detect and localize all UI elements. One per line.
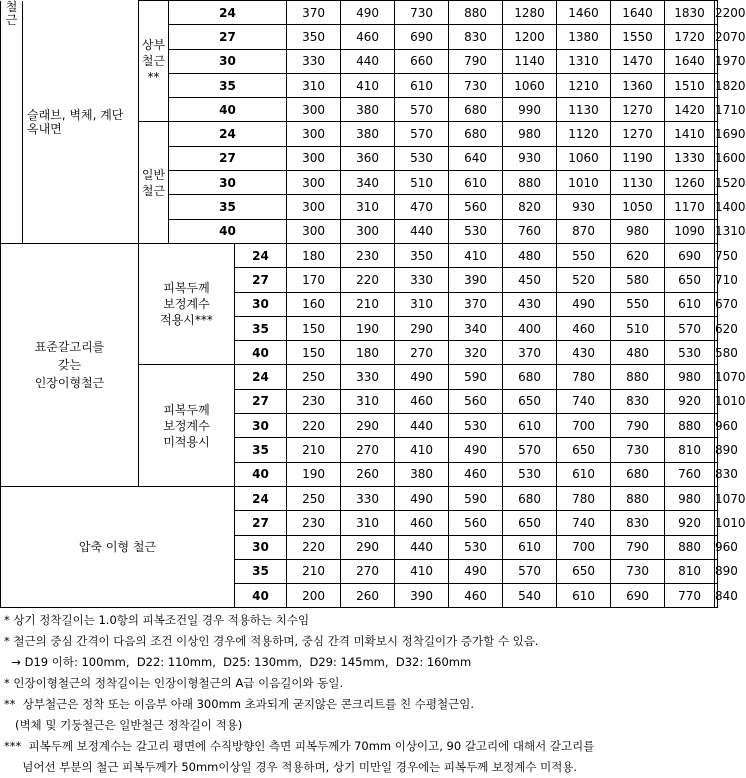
length-value: 310: [395, 292, 449, 316]
length-value: 1510: [665, 73, 715, 97]
length-value: 300: [287, 219, 341, 243]
length-value: 360: [341, 146, 395, 170]
length-value: 460: [449, 584, 503, 608]
length-value: 930: [503, 146, 557, 170]
concrete-grade: 27: [235, 511, 287, 535]
length-value: 400: [503, 316, 557, 340]
length-value: 1820: [715, 73, 718, 97]
subgroup-label: 일반 철근: [139, 122, 169, 243]
length-value: 890: [715, 559, 718, 583]
length-value: 610: [557, 584, 611, 608]
length-value: 340: [341, 171, 395, 195]
length-value: 730: [449, 73, 503, 97]
length-value: 520: [557, 268, 611, 292]
length-value: 570: [503, 438, 557, 462]
concrete-grade: 40: [169, 219, 287, 243]
length-value: 480: [611, 341, 665, 365]
length-value: 1190: [611, 146, 665, 170]
length-value: 680: [449, 122, 503, 146]
length-value: 220: [287, 535, 341, 559]
length-value: 230: [287, 511, 341, 535]
length-value: 760: [665, 462, 715, 486]
length-value: 340: [449, 316, 503, 340]
length-value: 380: [341, 122, 395, 146]
length-value: 1130: [557, 98, 611, 122]
length-value: 210: [287, 559, 341, 583]
length-value: 2070: [715, 25, 718, 49]
length-value: 460: [395, 511, 449, 535]
length-value: 610: [503, 535, 557, 559]
length-value: 390: [395, 584, 449, 608]
length-value: 700: [557, 535, 611, 559]
length-value: 770: [665, 584, 715, 608]
concrete-grade: 40: [235, 584, 287, 608]
length-value: 1410: [665, 122, 715, 146]
length-value: 1330: [665, 146, 715, 170]
group-left-label: 철 근: [1, 1, 23, 244]
length-value: 350: [287, 25, 341, 49]
length-value: 410: [341, 73, 395, 97]
length-value: 510: [395, 171, 449, 195]
length-value: 490: [341, 1, 395, 25]
length-value: 1400: [715, 195, 718, 219]
length-value: 830: [611, 389, 665, 413]
length-value: 1260: [665, 171, 715, 195]
length-value: 690: [665, 243, 715, 267]
length-value: 650: [503, 389, 557, 413]
length-value: 610: [557, 462, 611, 486]
length-value: 270: [341, 559, 395, 583]
length-value: 780: [557, 486, 611, 510]
footnote-line: *** 피복두께 보정계수는 갈고리 평면에 수직방향인 측면 피복두께가 70mm 이상이고, 90 갈고리에 대해서 갈고리를: [4, 739, 595, 753]
length-value: 730: [611, 559, 665, 583]
length-value: 790: [611, 535, 665, 559]
length-value: 750: [715, 243, 718, 267]
concrete-grade: 35: [169, 73, 287, 97]
subgroup-label: 피복두께 보정계수 적용시***: [139, 243, 235, 364]
length-value: 1460: [557, 1, 611, 25]
concrete-grade: 40: [169, 98, 287, 122]
length-value: 760: [503, 219, 557, 243]
length-value: 810: [665, 438, 715, 462]
length-value: 210: [341, 292, 395, 316]
length-value: 590: [449, 486, 503, 510]
length-value: 730: [395, 1, 449, 25]
footnote-line: 넘어선 부분의 철근 피복두께가 50mm이상일 경우 적용하며, 상기 미만일 경우에는 피복두께 보정계수 미적용.: [4, 760, 578, 774]
length-value: 1010: [715, 389, 718, 413]
length-value: 570: [665, 316, 715, 340]
length-value: 150: [287, 316, 341, 340]
length-value: 960: [715, 414, 718, 438]
length-value: 1310: [557, 49, 611, 73]
concrete-grade: 30: [235, 535, 287, 559]
length-value: 780: [557, 365, 611, 389]
length-value: 980: [665, 365, 715, 389]
length-value: 560: [449, 195, 503, 219]
subgroup-label: 피복두께 보정계수 미적용시: [139, 365, 235, 486]
length-value: 1550: [611, 25, 665, 49]
table-row: [1, 1, 718, 25]
length-value: 1470: [611, 49, 665, 73]
concrete-grade: 24: [235, 365, 287, 389]
length-value: 640: [449, 146, 503, 170]
concrete-grade: 24: [235, 243, 287, 267]
length-value: 230: [341, 243, 395, 267]
length-value: 1690: [715, 122, 718, 146]
length-value: 650: [557, 559, 611, 583]
length-value: 730: [611, 438, 665, 462]
length-value: 490: [395, 486, 449, 510]
concrete-grade: 27: [169, 25, 287, 49]
length-value: 700: [557, 414, 611, 438]
concrete-grade: 24: [169, 122, 287, 146]
length-value: 550: [611, 292, 665, 316]
length-value: 250: [287, 486, 341, 510]
length-value: 960: [715, 535, 718, 559]
length-value: 510: [611, 316, 665, 340]
length-value: 610: [503, 414, 557, 438]
length-value: 530: [449, 535, 503, 559]
length-value: 670: [715, 292, 718, 316]
length-value: 650: [503, 511, 557, 535]
length-value: 2200: [715, 1, 718, 25]
length-value: 370: [449, 292, 503, 316]
table-row: [1, 243, 718, 267]
footnote-line: → D19 이하: 100mm, D22: 110mm, D25: 130mm, D29: 145mm, D32: 160mm: [4, 655, 472, 669]
length-value: 690: [395, 25, 449, 49]
length-value: 490: [395, 365, 449, 389]
length-value: 380: [341, 98, 395, 122]
length-value: 560: [449, 511, 503, 535]
length-value: 490: [557, 292, 611, 316]
concrete-grade: 27: [169, 146, 287, 170]
subgroup-label: 상부 철근 **: [139, 1, 169, 122]
length-value: 1380: [557, 25, 611, 49]
length-value: 570: [395, 122, 449, 146]
length-value: 1210: [557, 73, 611, 97]
length-value: 1280: [503, 1, 557, 25]
length-value: 810: [665, 559, 715, 583]
length-value: 1270: [611, 122, 665, 146]
length-value: 1120: [557, 122, 611, 146]
length-value: 410: [449, 243, 503, 267]
length-value: 370: [503, 341, 557, 365]
length-value: 440: [395, 219, 449, 243]
length-value: 440: [341, 49, 395, 73]
length-value: 980: [611, 219, 665, 243]
length-value: 580: [611, 268, 665, 292]
length-value: 330: [287, 49, 341, 73]
length-value: 430: [557, 341, 611, 365]
length-value: 250: [287, 365, 341, 389]
length-value: 610: [449, 171, 503, 195]
footnote-line: * 인장이형철근의 정착길이는 인장이형철근의 A급 이음길이와 동일.: [4, 676, 344, 690]
length-value: 830: [611, 511, 665, 535]
length-value: 890: [715, 438, 718, 462]
length-value: 620: [715, 316, 718, 340]
concrete-grade: 35: [235, 559, 287, 583]
length-value: 460: [395, 389, 449, 413]
length-value: 880: [611, 486, 665, 510]
length-value: 1010: [557, 171, 611, 195]
length-value: 480: [503, 243, 557, 267]
length-value: 550: [557, 243, 611, 267]
length-value: 740: [557, 511, 611, 535]
length-value: 310: [341, 195, 395, 219]
length-value: 680: [611, 462, 665, 486]
length-value: 170: [287, 268, 341, 292]
concrete-grade: 40: [235, 341, 287, 365]
length-value: 610: [395, 73, 449, 97]
length-value: 390: [449, 268, 503, 292]
length-value: 880: [449, 1, 503, 25]
concrete-grade: 35: [235, 438, 287, 462]
length-value: 980: [503, 122, 557, 146]
length-value: 1520: [715, 171, 718, 195]
length-value: 450: [503, 268, 557, 292]
length-value: 410: [395, 559, 449, 583]
footnote-line: ** 상부철근은 정착 또는 이음부 아래 300mm 초과되게 굳지않은 콘크리트를 친 수평철근임.: [4, 697, 474, 711]
length-value: 790: [449, 49, 503, 73]
length-value: 300: [287, 98, 341, 122]
length-value: 1600: [715, 146, 718, 170]
table-row: [1, 486, 718, 510]
group-label: 압축 이형 철근: [1, 486, 235, 607]
length-value: 530: [665, 341, 715, 365]
length-value: 150: [287, 341, 341, 365]
footnote-line: * 상기 정착길이는 1.0항의 피복조건일 경우 적용하는 치수임: [4, 613, 310, 627]
length-value: 330: [341, 486, 395, 510]
length-value: 460: [557, 316, 611, 340]
length-value: 1420: [665, 98, 715, 122]
length-value: 680: [503, 365, 557, 389]
length-value: 530: [449, 414, 503, 438]
length-value: 560: [449, 389, 503, 413]
footnote-line: * 철근의 중심 간격이 다음의 조건 이상인 경우에 적용하며, 중심 간격 미확보시 정착길이가 증가할 수 있음.: [4, 634, 539, 648]
length-value: 260: [341, 462, 395, 486]
length-value: 840: [715, 584, 718, 608]
length-value: 540: [503, 584, 557, 608]
length-value: 1720: [665, 25, 715, 49]
length-value: 350: [395, 243, 449, 267]
length-value: 690: [611, 584, 665, 608]
length-value: 300: [287, 195, 341, 219]
length-value: 310: [287, 73, 341, 97]
length-value: 920: [665, 389, 715, 413]
length-value: 880: [665, 535, 715, 559]
length-value: 440: [395, 535, 449, 559]
length-value: 190: [287, 462, 341, 486]
length-value: 1060: [503, 73, 557, 97]
concrete-grade: 27: [235, 268, 287, 292]
concrete-grade: 27: [235, 389, 287, 413]
length-value: 830: [449, 25, 503, 49]
length-value: 530: [449, 219, 503, 243]
length-value: 220: [287, 414, 341, 438]
length-value: 570: [503, 559, 557, 583]
length-value: 570: [395, 98, 449, 122]
length-value: 1640: [611, 1, 665, 25]
length-value: 290: [395, 316, 449, 340]
group-label: 표준갈고리를 갖는 인장이형철근: [1, 243, 139, 486]
length-value: 330: [341, 365, 395, 389]
length-value: 660: [395, 49, 449, 73]
length-value: 430: [503, 292, 557, 316]
length-value: 1010: [715, 511, 718, 535]
length-value: 710: [715, 268, 718, 292]
length-value: 220: [341, 268, 395, 292]
length-value: 530: [395, 146, 449, 170]
concrete-grade: 30: [235, 414, 287, 438]
length-value: 1140: [503, 49, 557, 73]
length-value: 1710: [715, 98, 718, 122]
length-value: 300: [287, 122, 341, 146]
length-value: 270: [341, 438, 395, 462]
length-value: 1090: [665, 219, 715, 243]
concrete-grade: 35: [169, 195, 287, 219]
length-value: 830: [715, 462, 718, 486]
length-value: 180: [341, 341, 395, 365]
length-value: 200: [287, 584, 341, 608]
length-value: 650: [665, 268, 715, 292]
length-value: 1830: [665, 1, 715, 25]
length-value: 1170: [665, 195, 715, 219]
length-value: 490: [449, 559, 503, 583]
group-label: 슬래브, 벽체, 계단 옥내면: [23, 1, 139, 244]
length-value: 1050: [611, 195, 665, 219]
length-value: 160: [287, 292, 341, 316]
length-value: 190: [341, 316, 395, 340]
length-value: 260: [341, 584, 395, 608]
length-value: 790: [611, 414, 665, 438]
length-value: 290: [341, 414, 395, 438]
length-value: 180: [287, 243, 341, 267]
length-value: 1130: [611, 171, 665, 195]
length-value: 1310: [715, 219, 718, 243]
length-value: 230: [287, 389, 341, 413]
length-value: 650: [557, 438, 611, 462]
length-value: 1270: [611, 98, 665, 122]
length-value: 740: [557, 389, 611, 413]
length-value: 210: [287, 438, 341, 462]
length-value: 820: [503, 195, 557, 219]
length-value: 330: [395, 268, 449, 292]
length-value: 980: [665, 486, 715, 510]
length-value: 270: [395, 341, 449, 365]
length-value: 370: [287, 1, 341, 25]
concrete-grade: 35: [235, 316, 287, 340]
length-value: 300: [287, 171, 341, 195]
length-value: 1070: [715, 486, 718, 510]
length-value: 310: [341, 511, 395, 535]
length-value: 620: [611, 243, 665, 267]
length-value: 990: [503, 98, 557, 122]
concrete-grade: 40: [235, 462, 287, 486]
length-value: 310: [341, 389, 395, 413]
length-value: 530: [503, 462, 557, 486]
length-value: 440: [395, 414, 449, 438]
length-value: 1640: [665, 49, 715, 73]
length-value: 610: [665, 292, 715, 316]
length-value: 920: [665, 511, 715, 535]
length-value: 870: [557, 219, 611, 243]
length-value: 930: [557, 195, 611, 219]
length-value: 880: [665, 414, 715, 438]
length-value: 580: [715, 341, 718, 365]
concrete-grade: 24: [235, 486, 287, 510]
concrete-grade: 30: [235, 292, 287, 316]
length-value: 1360: [611, 73, 665, 97]
length-value: 490: [449, 438, 503, 462]
length-value: 300: [341, 219, 395, 243]
length-value: 460: [341, 25, 395, 49]
length-value: 1070: [715, 365, 718, 389]
concrete-grade: 30: [169, 49, 287, 73]
concrete-grade: 30: [169, 171, 287, 195]
footnotes: [4, 610, 716, 778]
length-value: 590: [449, 365, 503, 389]
length-value: 1200: [503, 25, 557, 49]
length-value: 290: [341, 535, 395, 559]
length-value: 880: [611, 365, 665, 389]
length-value: 1060: [557, 146, 611, 170]
length-value: 680: [449, 98, 503, 122]
length-value: 380: [395, 462, 449, 486]
length-value: 320: [449, 341, 503, 365]
length-value: 300: [287, 146, 341, 170]
concrete-grade: 24: [169, 1, 287, 25]
length-value: 470: [395, 195, 449, 219]
length-value: 1970: [715, 49, 718, 73]
length-value: 460: [449, 462, 503, 486]
length-value: 680: [503, 486, 557, 510]
footnote-line: (벽체 및 기둥철근은 일반철근 정착길이 적용): [4, 718, 243, 732]
length-value: 880: [503, 171, 557, 195]
length-value: 410: [395, 438, 449, 462]
